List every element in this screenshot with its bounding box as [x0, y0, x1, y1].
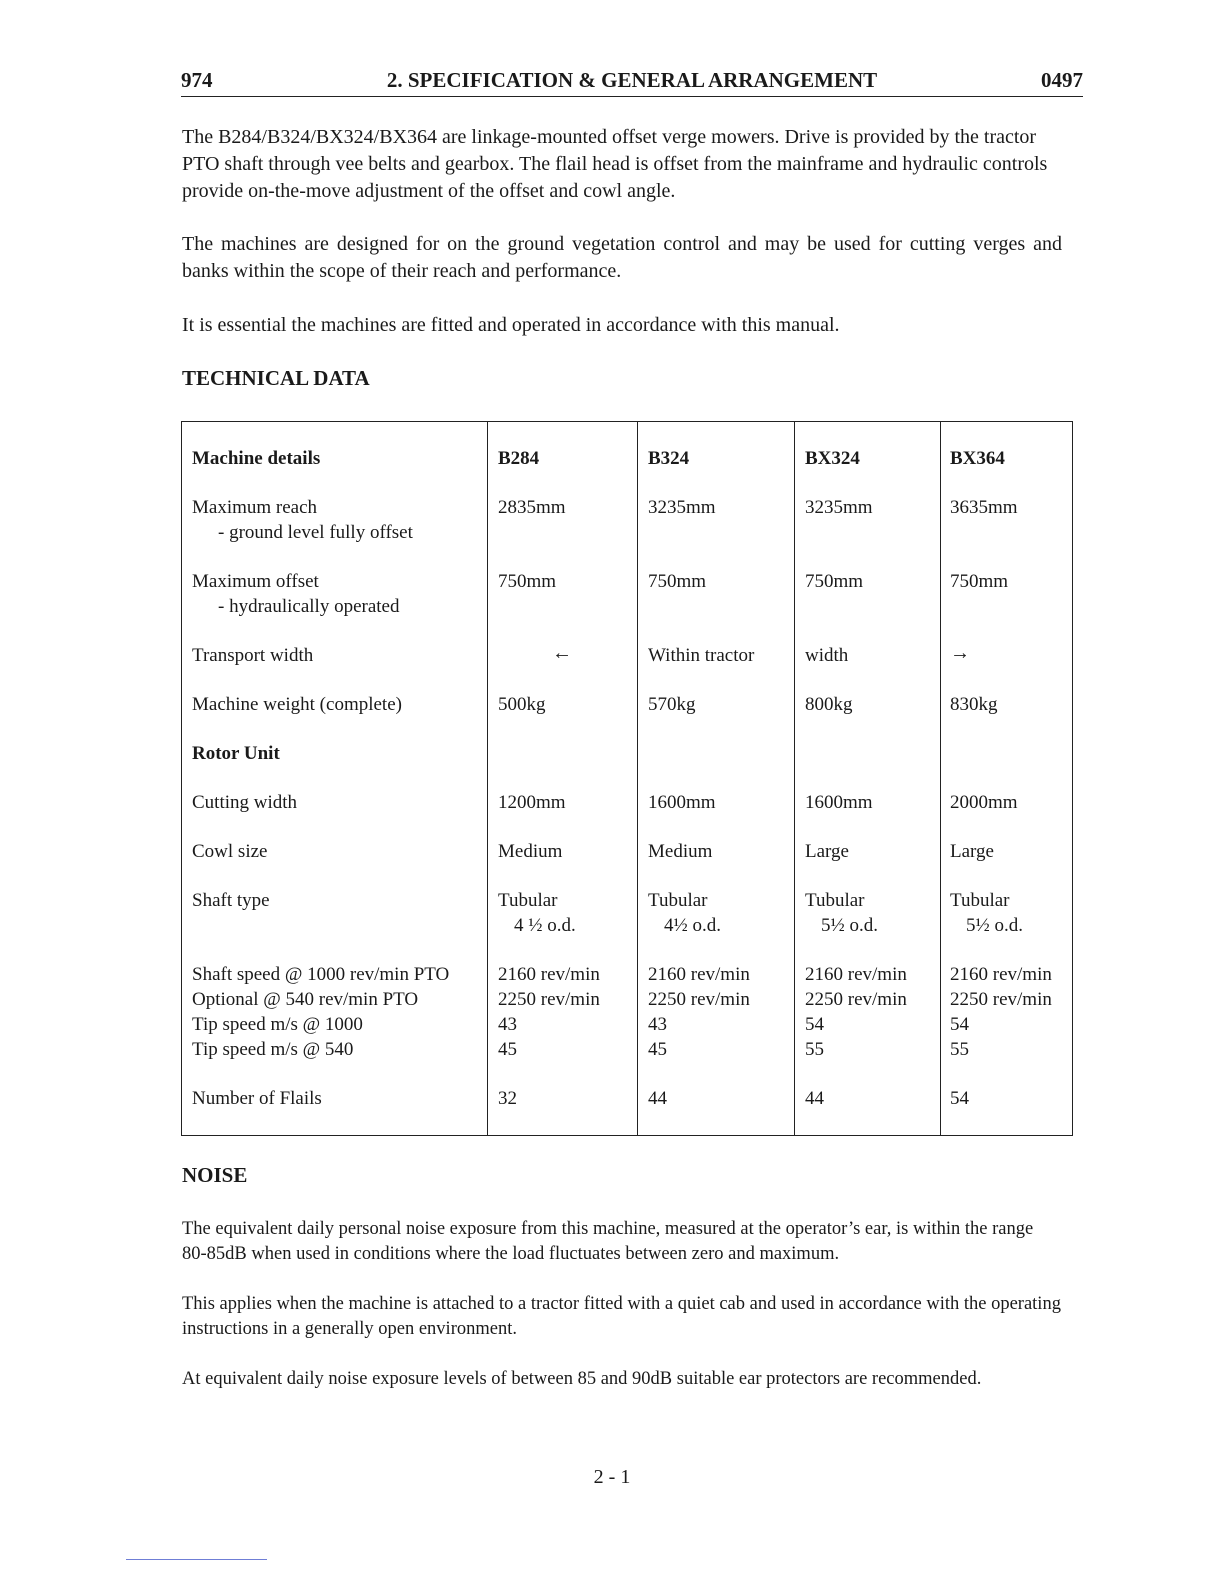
- noise-heading: NOISE: [182, 1163, 248, 1187]
- revision-code: 0497: [1041, 68, 1083, 92]
- table-cell: 1200mm: [498, 792, 566, 813]
- table-cell: 3635mm: [950, 497, 1018, 518]
- table-cell: 4½ o.d.: [664, 915, 721, 936]
- footer-rule: [126, 1559, 267, 1560]
- technical-data-table: [181, 421, 1073, 1136]
- page-header: [181, 66, 1083, 97]
- table-cell: 1600mm: [648, 792, 716, 813]
- column-divider: [637, 422, 638, 1135]
- row-label-cutting-width: Cutting width: [192, 792, 298, 813]
- table-cell: 43: [648, 1014, 667, 1035]
- noise-paragraph-1: The equivalent daily personal noise exposure from this machine, measured at the operator’s ear, is within the range 80-85dB when used in conditions where the load fluctuates between zero and maximum.: [182, 1219, 1034, 1264]
- table-cell: 830kg: [950, 694, 998, 715]
- table-cell: 2160 rev/min: [498, 964, 600, 985]
- transport-width-text: Within tractor: [648, 645, 755, 666]
- table-cell: 4 ½ o.d.: [514, 915, 576, 936]
- table-cell: 750mm: [805, 571, 864, 592]
- table-cell: 2160 rev/min: [648, 964, 750, 985]
- table-cell: 1600mm: [805, 792, 873, 813]
- left-arrow-icon: ←: [552, 642, 572, 664]
- table-cell: 54: [950, 1088, 969, 1109]
- row-label-max-offset: Maximum offset: [192, 571, 319, 592]
- table-header-b324: B324: [648, 448, 690, 469]
- table-cell: 2250 rev/min: [648, 989, 750, 1010]
- table-header-bx324: BX324: [805, 448, 860, 469]
- right-arrow-icon: →: [950, 642, 970, 664]
- row-label-shaft-type: Shaft type: [192, 890, 270, 911]
- table-cell: Medium: [648, 841, 713, 862]
- column-divider: [940, 422, 941, 1135]
- row-label-transport-width: Transport width: [192, 645, 314, 666]
- row-sublabel-max-offset: - hydraulically operated: [218, 596, 400, 617]
- table-cell: 3235mm: [805, 497, 873, 518]
- table-cell: 2250 rev/min: [805, 989, 907, 1010]
- rotor-unit-heading: Rotor Unit: [192, 743, 280, 764]
- table-cell: Tubular: [805, 890, 865, 911]
- technical-data-heading: TECHNICAL DATA: [182, 366, 370, 390]
- table-cell: 570kg: [648, 694, 696, 715]
- noise-paragraph-3: At equivalent daily noise exposure levels of between 85 and 90dB suitable ear protectors are recommended.: [182, 1369, 982, 1389]
- table-cell: 45: [498, 1039, 517, 1060]
- row-label-machine-weight: Machine weight (complete): [192, 694, 402, 715]
- row-label-tip-speed-540: Tip speed m/s @ 540: [192, 1039, 354, 1060]
- section-title: 2. SPECIFICATION & GENERAL ARRANGEMENT: [386, 68, 878, 92]
- table-cell: Large: [950, 841, 994, 862]
- table-cell: 44: [805, 1088, 824, 1109]
- row-label-number-of-flails: Number of Flails: [192, 1088, 322, 1109]
- noise-paragraph-2: This applies when the machine is attached to a tractor fitted with a quiet cab and used in accordance with the operating instructions in a generally open environment.: [182, 1294, 1061, 1339]
- intro-paragraph-1: The B284/B324/BX324/BX364 are linkage-mounted offset verge mowers. Drive is provided by the tractor PTO shaft through vee belts and gearbox. The flail head is offset from the mainframe and hydraulic controls provide on-the-move adjustment of the offset and cowl angle.: [182, 126, 1048, 202]
- table-cell: 54: [950, 1014, 969, 1035]
- table-cell: 45: [648, 1039, 667, 1060]
- transport-width-text-continued: width: [805, 645, 849, 666]
- row-sublabel-max-reach: - ground level fully offset: [218, 522, 413, 543]
- table-cell: 44: [648, 1088, 667, 1109]
- table-cell: 55: [805, 1039, 824, 1060]
- table-cell: 2160 rev/min: [950, 964, 1052, 985]
- table-header-bx364: BX364: [950, 448, 1005, 469]
- table-cell: 500kg: [498, 694, 546, 715]
- row-label-shaft-speed-1000: Shaft speed @ 1000 rev/min PTO: [192, 964, 450, 985]
- column-divider: [487, 422, 488, 1135]
- table-cell: 32: [498, 1088, 517, 1109]
- table-cell: 800kg: [805, 694, 853, 715]
- row-label-cowl-size: Cowl size: [192, 841, 268, 862]
- table-header-b284: B284: [498, 448, 540, 469]
- table-cell: 750mm: [648, 571, 707, 592]
- table-cell: Tubular: [648, 890, 708, 911]
- table-cell: 750mm: [498, 571, 557, 592]
- table-cell: 2835mm: [498, 497, 566, 518]
- row-label-tip-speed-1000: Tip speed m/s @ 1000: [192, 1014, 363, 1035]
- intro-paragraph-3: It is essential the machines are fitted and operated in accordance with this manual.: [182, 314, 840, 336]
- column-divider: [794, 422, 795, 1135]
- intro-paragraph-2: The machines are designed for on the ground vegetation control and may be used for cutting verges and banks within the scope of their reach and performance.: [182, 233, 1062, 282]
- row-label-max-reach: Maximum reach: [192, 497, 318, 518]
- table-cell: Tubular: [950, 890, 1010, 911]
- table-cell: 55: [950, 1039, 969, 1060]
- table-cell: 2000mm: [950, 792, 1018, 813]
- table-cell: 2250 rev/min: [950, 989, 1052, 1010]
- table-header-machine-details: Machine details: [192, 448, 321, 469]
- row-label-optional-540: Optional @ 540 rev/min PTO: [192, 989, 419, 1010]
- table-cell: 2250 rev/min: [498, 989, 600, 1010]
- table-cell: 54: [805, 1014, 824, 1035]
- table-cell: 2160 rev/min: [805, 964, 907, 985]
- table-cell: 43: [498, 1014, 517, 1035]
- document-number: 974: [181, 68, 213, 92]
- table-cell: Large: [805, 841, 849, 862]
- table-cell: 5½ o.d.: [821, 915, 878, 936]
- page-number: 2 - 1: [593, 1466, 631, 1488]
- table-cell: Medium: [498, 841, 563, 862]
- table-cell: 5½ o.d.: [966, 915, 1023, 936]
- table-cell: 750mm: [950, 571, 1009, 592]
- table-cell: Tubular: [498, 890, 558, 911]
- table-cell: 3235mm: [648, 497, 716, 518]
